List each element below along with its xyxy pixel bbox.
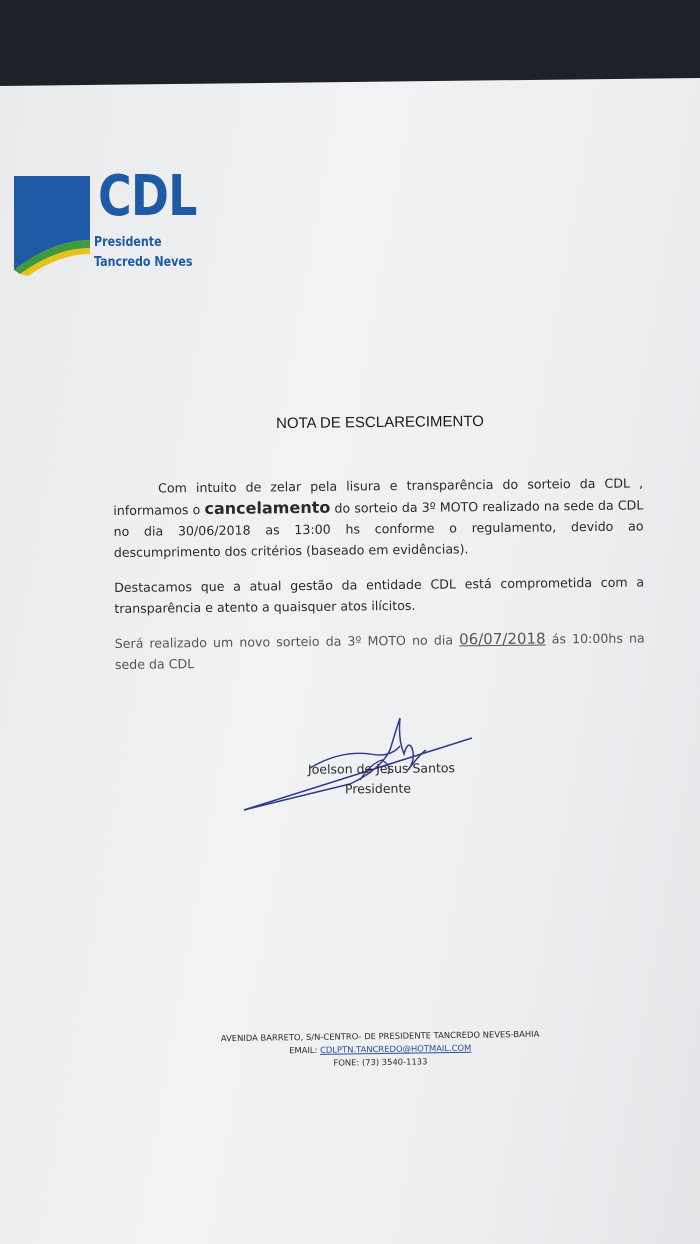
logo-subtitle: Presidente Tancredo Neves — [94, 234, 193, 270]
paragraph-commitment: Destacamos que a atual gestão da entidade CDL está comprometida com a transparência e atento a quaisquer atos ilícitos. — [114, 574, 645, 616]
footer-email-link[interactable]: CDLPTN.TANCREDO@HOTMAIL.COM — [319, 1042, 472, 1055]
paragraph-cancellation — [113, 472, 644, 563]
document-footer — [190, 1027, 571, 1071]
footer-address: AVENIDA BARRETO, S/N-CENTRO- DE PRESIDENTE TANCREDO NEVES-BAHIA — [220, 1028, 540, 1044]
cancellation-emphasis: cancelamento — [204, 497, 331, 519]
document-title: NOTA DE ESCLARECIMENTO — [275, 412, 484, 433]
signatory-role: Presidente — [344, 780, 412, 797]
document-body — [113, 472, 645, 689]
logo-emblem-icon — [8, 170, 98, 280]
paragraph3-part1: Será realizado um novo sorteio da 3º MOTO no dia — [114, 632, 460, 651]
new-draw-date: 06/07/2018 — [459, 629, 546, 649]
paragraph1-part1: Com intuito de zelar pela lisura e transparência do sorteio da CDL , informamos o — [113, 475, 644, 518]
paragraph-new-draw — [115, 627, 645, 675]
paragraph3-part2: ás 10:00hs na sede da CDL — [114, 630, 645, 672]
cdl-logo — [8, 164, 218, 280]
footer-phone: FONE: (73) 3540-1133 — [333, 1056, 428, 1068]
paragraph1-part2: do sorteio da 3º MOTO realizado na sede da CDL no dia 30/06/2018 as 13:00 hs conforme o regulamento, devido ao descumprimento dos critérios (baseado em evidências). — [113, 497, 644, 560]
footer-email-label: EMAIL: — [289, 1044, 321, 1056]
signatory-name: Joelson de Jesus Santos — [307, 760, 456, 777]
logo-brand-text: CDL — [98, 164, 197, 229]
